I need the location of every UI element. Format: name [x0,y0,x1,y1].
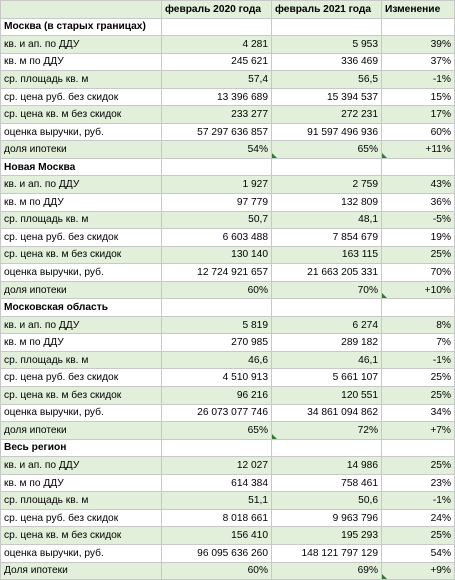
empty-cell [382,439,455,457]
value-2021: 14 986 [272,457,382,475]
value-2021: 163 115 [272,246,382,264]
value-2021: 69% [272,562,382,580]
table-row [1,211,455,229]
value-2021: 289 182 [272,334,382,352]
empty-cell [162,299,272,317]
value-2020: 5 819 [162,316,272,334]
change-value: 24% [382,509,455,527]
section-title-row [1,299,455,317]
value-2020: 96 216 [162,387,272,405]
table-row [1,316,455,334]
table-row [1,369,455,387]
change-value: +7% [382,422,455,440]
empty-cell [382,299,455,317]
table-row [1,544,455,562]
value-2021: 148 121 797 129 [272,544,382,562]
value-2020: 57 297 636 857 [162,123,272,141]
table-row [1,36,455,54]
row-label: ср. цена кв. м без скидок [1,527,162,545]
value-2020: 57,4 [162,71,272,89]
change-value: 25% [382,246,455,264]
value-2020: 4 510 913 [162,369,272,387]
row-label: доля ипотеки [1,141,162,159]
table-row [1,106,455,124]
row-label: ср. цена руб. без скидок [1,229,162,247]
change-value: -1% [382,71,455,89]
change-value: 17% [382,106,455,124]
value-2021: 758 461 [272,474,382,492]
change-value: 7% [382,334,455,352]
value-2020: 12 027 [162,457,272,475]
value-2020: 1 927 [162,176,272,194]
table-row [1,176,455,194]
row-label: оценка выручки, руб. [1,264,162,282]
change-value: 25% [382,457,455,475]
empty-cell [162,18,272,36]
change-value: +10% [382,281,455,299]
value-2021: 2 759 [272,176,382,194]
value-2020: 13 396 689 [162,88,272,106]
table-row [1,527,455,545]
table-row [1,562,455,580]
table-row [1,141,455,159]
section-title-row [1,439,455,457]
change-value: 43% [382,176,455,194]
change-value: 54% [382,544,455,562]
row-label: ср. цена руб. без скидок [1,509,162,527]
value-2020: 51,1 [162,492,272,510]
section-title-row [1,18,455,36]
value-2020: 26 073 077 746 [162,404,272,422]
value-2021: 21 663 205 331 [272,264,382,282]
row-label: доля ипотеки [1,422,162,440]
row-label: ср. площадь кв. м [1,71,162,89]
row-label: ср. цена руб. без скидок [1,88,162,106]
row-label: кв. м по ДДУ [1,334,162,352]
row-label: кв. и ап. по ДДУ [1,457,162,475]
value-2020: 130 140 [162,246,272,264]
empty-cell [382,18,455,36]
table-body [1,1,455,580]
table-row [1,422,455,440]
value-2021: 272 231 [272,106,382,124]
section-title-row [1,158,455,176]
change-value: 60% [382,123,455,141]
value-2020: 60% [162,281,272,299]
empty-cell [272,439,382,457]
row-label: ср. площадь кв. м [1,351,162,369]
value-2020: 12 724 921 657 [162,264,272,282]
table-row [1,53,455,71]
row-label: ср. цена кв. м без скидок [1,387,162,405]
value-2020: 4 281 [162,36,272,54]
value-2020: 156 410 [162,527,272,545]
empty-cell [272,18,382,36]
value-2020: 8 018 661 [162,509,272,527]
table-row [1,509,455,527]
change-value: 25% [382,527,455,545]
change-value: -1% [382,492,455,510]
value-2021: 15 394 537 [272,88,382,106]
value-2021: 70% [272,281,382,299]
table-row [1,264,455,282]
table-row [1,194,455,212]
value-2021: 132 809 [272,194,382,212]
row-label: оценка выручки, руб. [1,404,162,422]
change-value: -5% [382,211,455,229]
empty-cell [162,158,272,176]
value-2021: 34 861 094 862 [272,404,382,422]
empty-cell [272,299,382,317]
value-2020: 50,7 [162,211,272,229]
row-label: кв. м по ДДУ [1,474,162,492]
value-2021: 91 597 496 936 [272,123,382,141]
change-value: 19% [382,229,455,247]
change-value: 36% [382,194,455,212]
value-2021: 7 854 679 [272,229,382,247]
value-2020: 60% [162,562,272,580]
value-2021: 195 293 [272,527,382,545]
change-value: 70% [382,264,455,282]
value-2021: 46,1 [272,351,382,369]
value-2020: 245 621 [162,53,272,71]
empty-cell [382,158,455,176]
table-row [1,88,455,106]
table-row [1,404,455,422]
header-cell-2020: февраль 2020 года [162,1,272,19]
section-title: Московская область [1,299,162,317]
row-label: кв. и ап. по ДДУ [1,176,162,194]
row-label: ср. цена кв. м без скидок [1,246,162,264]
table-row [1,351,455,369]
table-row [1,281,455,299]
table-row [1,334,455,352]
header-cell-change: Изменение [382,1,455,19]
value-2020: 96 095 636 260 [162,544,272,562]
table-row [1,457,455,475]
value-2020: 6 603 488 [162,229,272,247]
value-2021: 65% [272,141,382,159]
change-value: 25% [382,369,455,387]
value-2020: 46,6 [162,351,272,369]
value-2021: 48,1 [272,211,382,229]
value-2021: 50,6 [272,492,382,510]
row-label: ср. площадь кв. м [1,211,162,229]
change-value: 8% [382,316,455,334]
value-2021: 6 274 [272,316,382,334]
header-cell-label [1,1,162,19]
table-row [1,387,455,405]
table-row [1,229,455,247]
change-value: 39% [382,36,455,54]
row-label: оценка выручки, руб. [1,544,162,562]
header-cell-2021: февраль 2021 года [272,1,382,19]
change-value: 34% [382,404,455,422]
value-2020: 270 985 [162,334,272,352]
row-label: кв. и ап. по ДДУ [1,36,162,54]
row-label: ср. площадь кв. м [1,492,162,510]
change-value: +9% [382,562,455,580]
section-title: Москва (в старых границах) [1,18,162,36]
row-label: кв. м по ДДУ [1,53,162,71]
value-2021: 5 953 [272,36,382,54]
row-label: кв. и ап. по ДДУ [1,316,162,334]
value-2021: 72% [272,422,382,440]
table-row [1,123,455,141]
value-2020: 233 277 [162,106,272,124]
table-row [1,71,455,89]
value-2021: 120 551 [272,387,382,405]
row-label: доля ипотеки [1,281,162,299]
change-value: 37% [382,53,455,71]
empty-cell [272,158,382,176]
value-2020: 65% [162,422,272,440]
table-row [1,474,455,492]
change-value: 15% [382,88,455,106]
section-title: Новая Москва [1,158,162,176]
section-title: Весь регион [1,439,162,457]
row-label: ср. цена кв. м без скидок [1,106,162,124]
change-value: 23% [382,474,455,492]
value-2021: 336 469 [272,53,382,71]
value-2020: 614 384 [162,474,272,492]
header-row [1,1,455,19]
change-value: 25% [382,387,455,405]
row-label: оценка выручки, руб. [1,123,162,141]
value-2020: 97 779 [162,194,272,212]
value-2021: 5 661 107 [272,369,382,387]
table-row [1,492,455,510]
row-label: Доля ипотеки [1,562,162,580]
value-2020: 54% [162,141,272,159]
value-2021: 56,5 [272,71,382,89]
row-label: кв. м по ДДУ [1,194,162,212]
table-row [1,246,455,264]
row-label: ср. цена руб. без скидок [1,369,162,387]
change-value: -1% [382,351,455,369]
value-2021: 9 963 796 [272,509,382,527]
change-value: +11% [382,141,455,159]
empty-cell [162,439,272,457]
